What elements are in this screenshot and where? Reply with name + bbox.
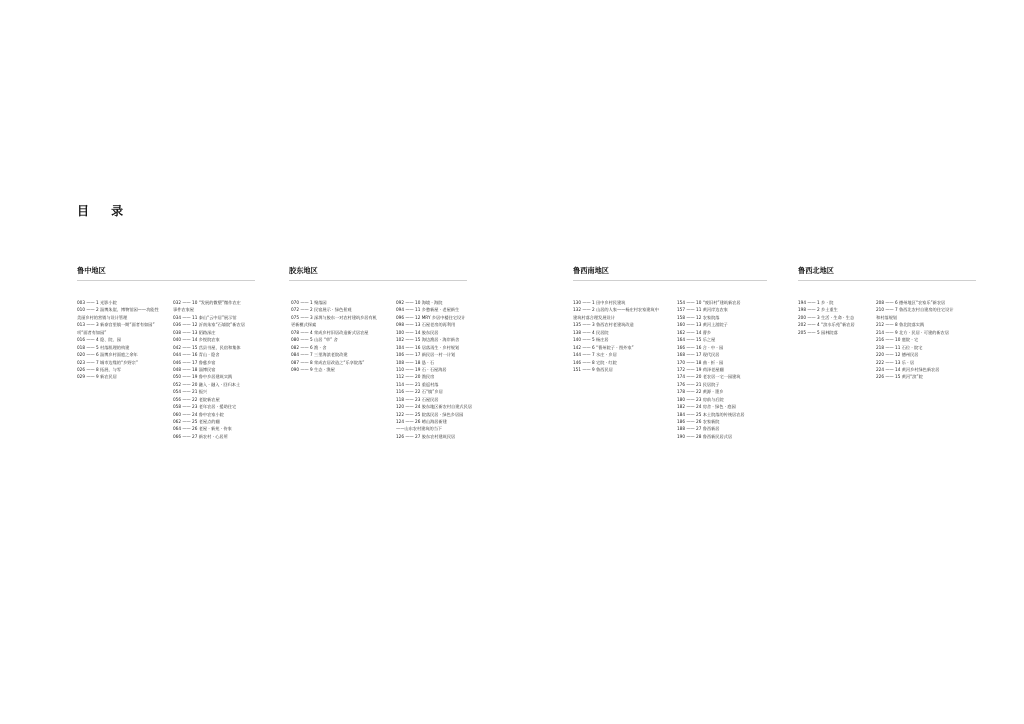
toc-entry: 108 —— 18 悬 · 石 xyxy=(396,359,435,365)
toc-entry: 044 —— 16 青山 · 隐舍 xyxy=(173,352,220,358)
toc-entry: 084 —— 7 三里海滨老院改建 xyxy=(291,352,348,358)
toc-entry: 144 —— 7 水庄 · 乡居 xyxy=(573,352,617,358)
toc-entry: 166 —— 16 合 · 中 · 园 xyxy=(677,344,724,350)
toc-entry: 066 —— 27 新农村 · 心居所 xyxy=(173,433,228,439)
toc-entry: 082 —— 6 渔 · 舍 xyxy=(291,344,327,350)
toc-entry: 226 —— 15 黄河“滨”院 xyxy=(876,374,923,380)
toc-entry: 070 —— 1 聚落园 xyxy=(291,300,327,305)
toc-entry: 135 —— 3 鲁西农村老建筑改造 xyxy=(573,322,634,328)
toc-entry: 092 —— 10 海境 · 海院 xyxy=(396,300,443,305)
toc-entry: 172 —— 19 荷泽老屋翻 xyxy=(677,366,724,372)
region-heading-luxibei: 鲁西北地区 xyxy=(798,266,834,275)
toc-entry: 060 —— 24 鲁中农家小院 xyxy=(173,411,224,417)
toc-entry: 116 —— 22 石“镇”乡居 xyxy=(396,389,443,395)
toc-entry: 096 —— 12 MRY 乡居中楼住宅设计 xyxy=(396,314,466,320)
toc-entry: 212 —— 8 鲁北院落实践 xyxy=(876,322,925,328)
toc-entry: 056 —— 22 老院新农屋 xyxy=(173,396,220,402)
toc-entry: 157 —— 11 黄河岸边农家 xyxy=(677,307,728,313)
toc-column xyxy=(396,299,490,440)
toc-entry: 032 —— 10 “发展的微塑”微作农庄 xyxy=(173,300,241,305)
toc-entry: 114 —— 21 重返村落 xyxy=(396,381,439,387)
toc-entry: 160 —— 13 黄河上游院子 xyxy=(677,322,728,328)
toc-entry: 078 —— 4 荣成乡村旧居改造新式居农屋 xyxy=(291,329,369,335)
toc-entry: 186 —— 26 农家新院 xyxy=(677,419,720,424)
toc-column xyxy=(173,299,261,440)
toc-entry: 048 —— 18 淄博民宿 xyxy=(173,366,216,372)
toc-entry: 026 —— 8 拓展、与零 xyxy=(77,366,121,372)
toc-entry: 054 —— 21 振兴 xyxy=(173,389,208,395)
toc-entry: 164 —— 15 乐之屋 xyxy=(677,337,716,343)
toc-entry: 建筑村落合理发展设计 xyxy=(573,314,615,320)
toc-entry: 198 —— 2 乡土重生 xyxy=(798,307,838,313)
toc-entry: 事件农家屋 xyxy=(173,307,194,313)
toc-entry: 112 —— 20 渔民房 xyxy=(396,374,435,380)
toc-entry: 100 —— 14 胶东民居 xyxy=(396,329,439,335)
toc-entry: 020 —— 6 淄博乡村面庭之余年 xyxy=(77,352,138,358)
toc-entry: 106 —— 17 新民居一村一计划 xyxy=(396,352,456,358)
toc-entry: 090 —— 9 生态 · 渔屋 xyxy=(291,366,335,372)
toc-column xyxy=(876,299,970,381)
toc-entry: 034 —— 11 泰山“云中居”展示馆 xyxy=(173,314,237,320)
toc-column xyxy=(798,299,864,336)
toc-entry: 168 —— 17 现代民居 xyxy=(677,352,720,358)
toc-entry: 200 —— 3 生活 · 生命 · 生态 xyxy=(798,314,855,320)
toc-entry: 010 —— 2 淄博朱崖、博物馆园——功能性 xyxy=(77,307,159,313)
toc-entry: 210 —— 7 鲁西北农村自建房的住宅设计 xyxy=(876,307,954,313)
toc-column xyxy=(291,299,385,373)
toc-entry: 122 —— 25 院落民居 · 绿色乡居园 xyxy=(396,411,464,417)
toc-entry: 188 —— 27 鲁西新居 xyxy=(677,426,720,432)
toc-entry: 130 —— 1 田中乡村民建筑 xyxy=(573,300,626,305)
toc-entry: 042 —— 15 莒县书屋、民宿和集体 xyxy=(173,344,241,350)
region-heading-jiaodong: 胶东地区 xyxy=(289,266,318,275)
toc-entry: 080 —— 5 山居 “草” 舍 xyxy=(291,337,338,343)
toc-entry: 058 —— 23 老年农居 · 援助住宅 xyxy=(173,404,237,410)
toc-entry: 104 —— 16 居落再生 · 乡村规划 xyxy=(396,344,460,350)
toc-entry: 050 —— 19 鲁中乡居建筑实践 xyxy=(173,374,233,380)
toc-entry: 214 —— 9 北方 · 民居 · 可建的新农居 xyxy=(876,329,949,335)
region-divider xyxy=(289,280,467,281)
toc-entry: 013 —— 3 新泰宫里镇一期“面者有如园” xyxy=(77,322,155,328)
toc-entry: 更新模式探索 xyxy=(291,322,317,328)
toc-entry: 046 —— 17 鲁慈乡宿 xyxy=(173,359,216,365)
region-divider xyxy=(77,280,255,281)
toc-entry: 154 —— 10 “废旧村”建筑新农居 xyxy=(677,300,741,305)
toc-entry: 202 —— 4 “滨水乐苑”新农居 xyxy=(798,322,855,328)
toc-entry: 029 —— 9 新农民居 xyxy=(77,374,117,380)
toc-entry: 174 —— 20 老农居一宅一园建筑 xyxy=(677,374,741,380)
toc-entry: 132 —— 2 山居的人家——杨庄村农家建筑中 xyxy=(573,307,659,313)
toc-entry: 218 —— 11 石位 · 院宅 xyxy=(876,344,923,350)
toc-entry: 205 —— 5 园林院落 xyxy=(798,329,838,335)
toc-column xyxy=(77,299,163,381)
toc-entry: 190 —— 28 鲁西新民居式居 xyxy=(677,433,733,439)
toc-entry: 184 —— 25 本土院落的传统居农居 xyxy=(677,411,745,417)
toc-entry: 美丽乡村的营销与设计管理 xyxy=(77,314,128,320)
toc-entry: 146 —— 8 宅院 · 红院 xyxy=(573,359,617,365)
toc-entry: 170 —— 18 曲 · 折 · 园 xyxy=(677,359,724,365)
toc-entry: 003 —— 1 光影小院 xyxy=(77,300,117,305)
toc-entry: 138 —— 4 民居院 xyxy=(573,329,609,335)
toc-entry: 120 —— 24 胶东地区新农村自建式民居 xyxy=(396,404,472,410)
page-title: 目 录 xyxy=(77,204,133,218)
toc-entry: 075 —— 3 深圳与胶东一对农村建筑乡居有机 xyxy=(291,314,377,320)
toc-entry: 038 —— 13 陌路深庄 xyxy=(173,329,216,335)
toc-entry: 194 —— 1 乡 · 院 xyxy=(798,300,834,305)
toc-entry: 052 —— 20 融入 · 融入 · 回归本土 xyxy=(173,381,241,387)
toc-entry: 222 —— 13 乐 · 居 xyxy=(876,359,915,365)
toc-entry: 项“面者有如园” xyxy=(77,329,107,335)
toc-entry: 018 —— 5 村落肌理的构建 xyxy=(77,344,130,350)
toc-entry: 208 —— 6 德州地区“农家乐”新农居 xyxy=(876,300,946,305)
toc-entry: ——山东农村建筑的当下 xyxy=(396,426,443,432)
toc-entry: 216 —— 10 庭院 · 宅 xyxy=(876,337,919,343)
toc-entry: 182 —— 24 房舍 · 绿色 · 庭园 xyxy=(677,404,736,410)
toc-entry: 162 —— 14 曹乡 xyxy=(677,329,712,335)
toc-entry: 023 —— 7 城市边缘的“乡野宗” xyxy=(77,359,138,365)
toc-entry: 220 —— 12 德州民居 xyxy=(876,352,919,358)
toc-column xyxy=(677,299,769,440)
toc-entry: 151 —— 9 鲁西民居 xyxy=(573,366,613,372)
toc-entry: 062 —— 25 老屋点的翻 xyxy=(173,419,220,424)
toc-entry: 158 —— 12 农家院落 xyxy=(677,314,720,320)
toc-entry: 064 —— 26 老屋 · 新苑 · 侍家 xyxy=(173,426,232,432)
region-divider xyxy=(573,280,767,281)
toc-entry: 098 —— 13 石屋老房的再利用 xyxy=(396,322,456,328)
toc-entry: 087 —— 8 荣成农居改造之“乐享院落” xyxy=(291,359,365,365)
toc-entry: 040 —— 14 乡悦院农家 xyxy=(173,337,220,343)
toc-entry: 102 —— 15 海边渔居 · 海岸新舍 xyxy=(396,337,460,343)
toc-entry: 140 —— 5 杨庄居 xyxy=(573,337,609,343)
toc-entry: 126 —— 27 胶东农村建筑民居 xyxy=(396,433,456,439)
region-heading-luxinan: 鲁西南地区 xyxy=(573,266,609,275)
toc-entry: 016 —— 4 隐、院、园 xyxy=(77,337,121,343)
toc-entry: 和村落规划 xyxy=(876,314,897,320)
toc-entry: 094 —— 11 乡愁新屋 · 老屋新生 xyxy=(396,307,460,313)
region-divider xyxy=(798,280,976,281)
toc-entry: 110 —— 19 石 · 石屋海居 xyxy=(396,366,447,372)
toc-entry: 142 —— 6 “曹州院子 · 图外家” xyxy=(573,344,634,350)
region-heading-luzhong: 鲁中地区 xyxy=(77,266,106,275)
toc-entry: 180 —— 23 房前与后院 xyxy=(677,396,724,402)
toc-entry: 072 —— 2 民宿展示 · 绿色景观 xyxy=(291,307,352,313)
toc-entry: 178 —— 22 黄源 · 墨乡 xyxy=(677,389,724,395)
toc-column xyxy=(573,299,659,373)
toc-entry: 224 —— 14 黄河乡村绿色新农居 xyxy=(876,366,940,372)
toc-entry: 036 —— 12 沂南朱家“石墙院”新农居 xyxy=(173,322,245,328)
toc-entry: 176 —— 21 民居院子 xyxy=(677,381,720,387)
toc-entry: 124 —— 26 崂山海居新建 xyxy=(396,419,447,424)
toc-entry: 118 —— 23 石屋民居 xyxy=(396,396,439,402)
